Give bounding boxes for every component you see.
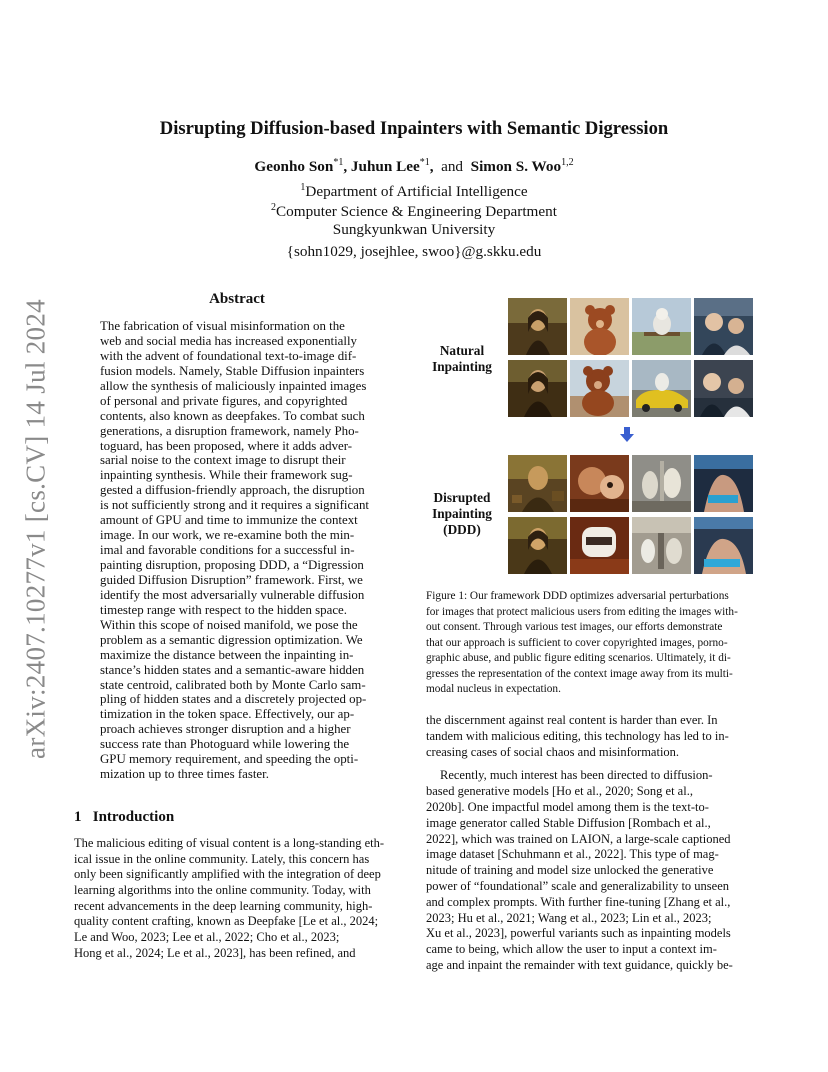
affiliation-1 [0, 182, 828, 201]
thumb-mona-lisa-disrupted-1 [508, 455, 567, 512]
thumb-teddy-bear-disrupted-1 [570, 455, 629, 512]
figure-1-caption [426, 589, 756, 698]
abstract-line: web and social media has increased exponentially [100, 333, 358, 348]
thumb-dog-disrupted-1 [632, 455, 691, 512]
body-line: nitude of training and model size unlocked the generative [426, 863, 714, 878]
label-disrupted-line-1: Disrupted [433, 490, 491, 505]
abstract-line: proach achieves stronger disruption and a higher [100, 722, 351, 737]
caption-line: for images that protect malicious users from editing the images with- [426, 605, 738, 618]
intro-line: recent advancements in the deep learning community, high- [74, 898, 373, 913]
abstract-line: Within this scope of noised manifold, we pose the [100, 617, 358, 632]
intro-line: Le and Woo, 2023; Lee et al., 2022; Cho et al., 2023; [74, 930, 340, 945]
abstract-line: inpainting synthesis. While their framework sug- [100, 468, 353, 483]
body-line: power of “foundational” scale and generalizability to unseen [426, 878, 730, 893]
affiliation-1-sup: 1 [300, 182, 306, 193]
abstract-line: with the advent of foundational text-to-image dif- [100, 348, 357, 363]
abstract-line: GPU memory requirement, and speeding the opti- [100, 752, 359, 767]
thumb-dog-car-natural [632, 360, 691, 417]
section-number: 1 [74, 809, 82, 825]
author-1: Geonho Son [254, 158, 334, 176]
body-line: based generative models [Ho et al., 2020; Song et al., [426, 784, 693, 799]
body-line: Xu et al., 2023], powerful variants such as inpainting models [426, 926, 731, 941]
thumb-public-figure-disrupted-1 [694, 455, 753, 512]
section-title: Introduction [92, 809, 175, 825]
abstract-line: mization up to three times faster. [100, 767, 269, 782]
author-3-sup: 1,2 [561, 157, 574, 168]
author-2: Juhun Lee [350, 158, 420, 176]
abstract-line: fusion models. Namely, Stable Diffusion inpainters [100, 363, 365, 378]
arxiv-id: arXiv:2407.10277v1 [cs.CV] 14 Jul 2024 [20, 299, 51, 759]
abstract-line: allow the synthesis of maliciously inpainted images [100, 378, 367, 393]
intro-line: quality content crafting, known as Deepfake [Le et al., 2024; [74, 914, 379, 929]
abstract-line: The fabrication of visual misinformation on the [100, 319, 345, 333]
thumb-public-figure-context [694, 298, 753, 355]
label-natural-line-1: Natural [439, 343, 485, 358]
abstract-line: is not sufficiently strong and it requires a significant [100, 498, 369, 513]
thumb-teddy-bear-disrupted-2 [570, 517, 629, 574]
body-line: creasing cases of social chaos and misinformation. [426, 744, 680, 759]
abstract-heading: Abstract [209, 291, 265, 307]
caption-line: that our approach is sufficient to cover copyrighted images, porno- [426, 636, 728, 649]
author-2-sup: *1 [419, 157, 430, 168]
thumb-dog-bench-context [632, 298, 691, 355]
thumb-dog-disrupted-2 [632, 517, 691, 574]
body-line: image dataset [Schuhmann et al., 2022]. This type of mag- [426, 847, 719, 862]
arxiv-watermark [16, 294, 56, 764]
abstract-line: gested a diffusion-friendly approach, the disruption [100, 483, 365, 498]
body-line: came to being, which allow the user to input a context im- [426, 942, 717, 957]
caption-line: out consent. Through various test images, our efforts demonstrate [426, 621, 723, 633]
affiliation-2 [0, 202, 828, 221]
intro-line: ical issue in the online community. Lately, this concern has [74, 851, 370, 866]
intro-line: The malicious editing of visual content is a long-standing eth- [74, 836, 385, 850]
caption-line: modal nucleus in expectation. [426, 683, 561, 695]
paragraph-gap [426, 760, 756, 768]
abstract-line: identify the most adversarially vulnerable diffusion [100, 587, 365, 602]
abstract-line: maximize the distance between the inpainting in- [100, 647, 354, 662]
intro-line: Hong et al., 2024; Le et al., 2023], has been refined, and [74, 945, 356, 960]
author-conjunction: and [441, 158, 464, 176]
body-line: the discernment against real content is harder than ever. In [426, 713, 718, 727]
abstract-line: problem as a semantic digression optimization. We [100, 632, 363, 647]
thumb-mona-lisa-natural [508, 360, 567, 417]
intro-line: only been significantly amplified with the integration of deep [74, 867, 381, 882]
label-natural-inpainting [426, 343, 498, 375]
abstract-line: generations, a disruption framework, namely Pho- [100, 423, 359, 438]
body-line: 2020b]. One impactful model among them is the text-to- [426, 799, 709, 814]
abstract-line: painting disruption, proposing DDD, a “Digression [100, 558, 364, 572]
thumb-teddy-bear-context [570, 298, 629, 355]
body-line: 2023; Hu et al., 2021; Wang et al., 2023; Lin et al., 2023; [426, 910, 712, 925]
body-line: age and inpaint the remainder with text guidance, quickly be- [426, 957, 733, 972]
author-emails: {sohn1029, josejhlee, swoo}@g.skku.edu [286, 243, 542, 260]
abstract-line: guided Diffusion Disruption” framework. First, we [100, 572, 363, 587]
abstract-line: pling of hidden states and a discretely projected op- [100, 692, 367, 707]
section-heading-introduction [74, 809, 174, 826]
thumb-public-figure-disrupted-2 [694, 517, 753, 574]
abstract-body [100, 319, 376, 782]
thumb-public-figure-natural [694, 360, 753, 417]
affiliation-1-text: Department of Artificial Intelligence [305, 183, 528, 201]
thumb-mona-lisa-context [508, 298, 567, 355]
body-line: and complex prompts. With further fine-tuning [Zhang et al., [426, 894, 731, 909]
affiliation-2-text: Computer Science & Engineering Department [276, 203, 557, 221]
label-disrupted-inpainting [426, 490, 498, 538]
abstract-line: stance’s hidden states and a semantic-aware hidden [100, 662, 365, 677]
abstract-line: sarial noise to the context image to disrupt their [100, 453, 346, 468]
introduction-body-right-column [426, 713, 756, 974]
abstract-line: success rate than Photoguard while lowering the [100, 737, 350, 752]
thumb-teddy-bear-natural [570, 360, 629, 417]
caption-line: gresses the representation of the context image away from its multi- [426, 667, 733, 680]
caption-line: Figure 1: Our framework DDD optimizes adversarial perturbations [426, 590, 729, 602]
label-natural-line-2: Inpainting [432, 359, 492, 374]
down-arrow-icon [618, 426, 636, 444]
author-3: Simon S. Woo [470, 158, 562, 176]
author-list: Geonho Son$^{*1}$, Juhun Lee$^{*1}$, and Simon S. Woo$^{1,2}$ [254, 157, 574, 176]
body-line: 2022], which was trained on LAION, a large-scale captioned [426, 831, 731, 846]
label-disrupted-line-2: Inpainting [432, 506, 492, 521]
abstract-line: amount of GPU and time to immunize the context [100, 513, 358, 528]
abstract-line: of personal and private figures, and copyrighted [100, 393, 348, 408]
body-line: tandem with malicious editing, this technology has led to in- [426, 728, 729, 743]
author-1-sup: *1 [333, 157, 344, 168]
intro-line: learning algorithms into the online community. Today, with [74, 883, 371, 898]
affiliation-2-sup: 2 [271, 202, 277, 213]
abstract-line: imal and favorable conditions for a successful in- [100, 543, 355, 558]
thumb-mona-lisa-disrupted-2 [508, 517, 567, 574]
body-line: image generator called Stable Diffusion [Rombach et al., [426, 815, 711, 830]
label-disrupted-line-3: (DDD) [443, 522, 481, 537]
university: Sungkyunkwan University [332, 221, 496, 238]
caption-line: graphic abuse, and public figure editing scenarios. Ultimately, it di- [426, 652, 731, 664]
introduction-body [74, 836, 404, 962]
abstract-line: timization in the token space. Effectively, our ap- [100, 707, 355, 722]
body-line: Recently, much interest has been directed to diffusion- [440, 768, 713, 783]
abstract-line: image. In our work, we re-examine both the min- [100, 528, 355, 543]
abstract-line: contents, also known as deepfakes. To combat such [100, 408, 365, 423]
abstract-line: toguard, has been proposed, where it adds adver- [100, 438, 353, 453]
abstract-line: state centroid, calibrated both by Monte Carlo sam- [100, 677, 366, 692]
paper-title: Disrupting Diffusion-based Inpainters with Semantic Digression [159, 118, 669, 139]
abstract-line: timestep range with respect to the hidden space. [100, 602, 347, 617]
